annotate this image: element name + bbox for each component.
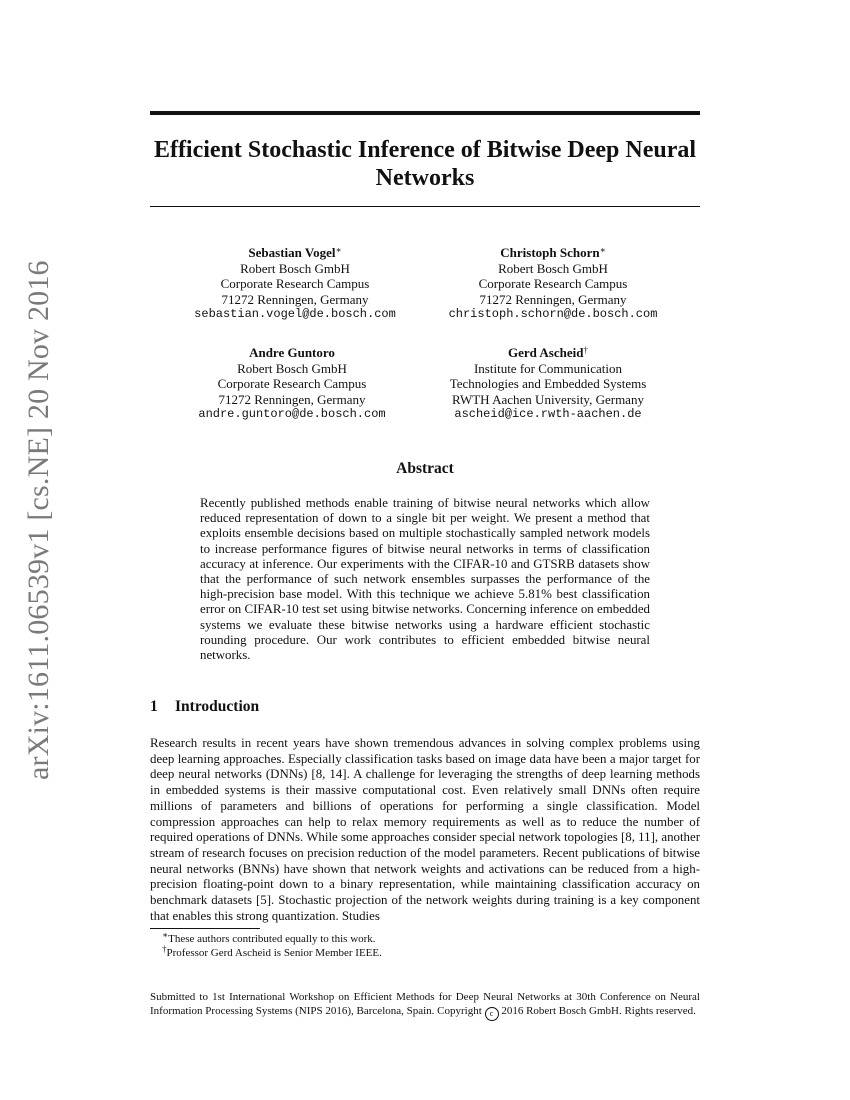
affiliation-line: Robert Bosch GmbH (240, 260, 350, 276)
affiliation-line: Robert Bosch GmbH (498, 260, 608, 276)
affiliation-line: 71272 Renningen, Germany (221, 291, 369, 307)
affiliation-line: Institute for Communication (473, 360, 623, 376)
section-title: Introduction (175, 698, 260, 715)
affiliation-line: Robert Bosch GmbH (237, 360, 347, 376)
affiliation-line: Corporate Research Campus (220, 276, 370, 291)
submission-text: Submitted to 1st International Workshop on Efficient Methods for Deep Neural Networks at 30th Conference on Neural Information Processing Systems (NIPS 2016), Barcelona, Spain. Copyright (150, 991, 700, 1017)
affiliation-line: Corporate Research Campus (217, 376, 367, 391)
footnote-mark: † (162, 944, 167, 954)
author-mark: ∗ (335, 245, 342, 255)
copyright-icon: c (485, 1007, 499, 1021)
author-block-schorn (418, 245, 688, 323)
author-block-vogel (160, 245, 430, 323)
title-bottom-rule (150, 206, 700, 207)
submission-notice (150, 991, 700, 1021)
affiliation-line: Corporate Research Campus (478, 276, 628, 291)
footnote-text: Professor Gerd Ascheid is Senior Member IEEE. (166, 947, 382, 959)
author-email[interactable]: ascheid@ice.rwth-aachen.de (454, 407, 642, 421)
affiliation-line: 71272 Renningen, Germany (218, 391, 366, 407)
footnote-mark: ∗ (162, 930, 169, 940)
footnote (162, 946, 382, 960)
introduction-paragraph: Research results in recent years have shown tremendous advances in solving complex problems using deep learning approaches. Especially classification tasks based on image data have been a major target for deep neural networks (DNNs) [8, 14]. A challenge for leveraging the strengths of deep learning methods in embedded systems is their massive computational cost. Even relatively small DNNs often require millions of parameters and billions of operations for performing a single classification. Model compression approaches can help to relax memory requirements as well as to reduce the number of required operations of DNNs. While some approaches consider special network topologies [8, 11], another stream of research focuses on precision reduction of the model parameters. Recent publications of bitwise neural networks (BNNs) have shown that network weights and activations can be reduced from a high-precision floating-point down to a binary representation, while maintaining classification accuracy on benchmark datasets [5]. Stochastic projection of the network weights during training is a key component that enables this strong quantization. Studies (150, 736, 700, 923)
author-name: Andre Guntoro (249, 345, 335, 360)
footnote-rule (150, 928, 260, 929)
section-heading-introduction (150, 698, 259, 716)
author-name: Sebastian Vogel (248, 245, 336, 260)
author-email[interactable]: sebastian.vogel@de.bosch.com (194, 307, 396, 321)
footnote-text: These authors contributed equally to this work. (168, 933, 376, 945)
author-email[interactable]: andre.guntoro@de.bosch.com (198, 407, 386, 421)
author-name: Christoph Schorn (500, 245, 600, 260)
author-email[interactable]: christoph.schorn@de.bosch.com (448, 307, 658, 321)
author-block-guntoro (157, 345, 427, 423)
arxiv-identifier-stamp: arXiv:1611.06539v1 [cs.NE] 20 Nov 2016 (22, 260, 55, 780)
affiliation-line: 71272 Renningen, Germany (479, 291, 627, 307)
author-mark: † (583, 345, 588, 355)
footnote (162, 932, 382, 946)
submission-text-tail: 2016 Robert Bosch GmbH. Rights reserved. (498, 1004, 696, 1017)
section-number: 1 (150, 698, 158, 715)
author-mark: ∗ (599, 245, 606, 255)
affiliation-line: RWTH Aachen University, Germany (452, 391, 644, 407)
abstract-heading: Abstract (396, 460, 454, 477)
abstract-text: Recently published methods enable training of bitwise neural networks which allow reduced representation of down to a single bit per weight. We present a method that exploits ensemble decisions based on multiple stochastically sampled network models to increase performance figures of bitwise neural networks in terms of classification accuracy at inference. Our experiments with the CIFAR-10 and GTSRB datasets show that the performance of such network ensembles surpasses the performance of the high-precision base model. With this technique we achieve 5.81% best classification error on CIFAR-10 test set using bitwise networks. Concerning inference on embedded systems we evaluate these bitwise networks using a hardware efficient stochastic rounding procedure. Our work contributes to efficient embedded bitwise neural networks. (200, 496, 650, 663)
author-name: Gerd Ascheid (508, 345, 584, 360)
title-top-rule (150, 111, 700, 115)
paper-title: Efficient Stochastic Inference of Bitwise Deep Neural Networks (153, 137, 697, 191)
affiliation-line: Technologies and Embedded Systems (449, 376, 647, 391)
author-block-ascheid (413, 345, 683, 423)
footnotes (162, 932, 382, 960)
